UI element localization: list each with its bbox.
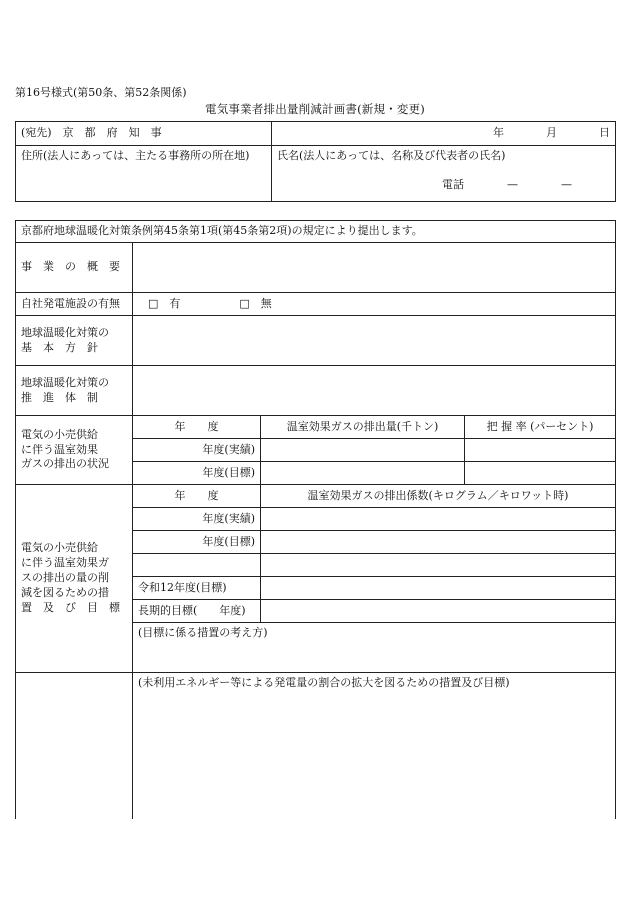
phone-label: 電話	[442, 177, 464, 191]
col-emission-factor-header: 温室効果ガスの排出係数(キログラム／キロワット時)	[261, 485, 616, 508]
reduction-line-5: 置 及 び 目 標	[21, 600, 120, 614]
unused-energy-field[interactable]	[133, 673, 616, 819]
target-measures-text: (目標に係る措置の考え方)	[138, 626, 268, 639]
intro-text: 京都府地球温暖化対策条例第45条第1項(第45条第2項)の規定により提出します。	[21, 224, 423, 238]
phone-separator-2: —	[561, 177, 572, 191]
phone-separator-1: —	[507, 177, 518, 191]
col-grasp-rate-header: 把 握 率 (パーセント)	[465, 416, 616, 439]
grasp-actual-field[interactable]	[465, 439, 616, 462]
grasp-target-field[interactable]	[465, 462, 616, 485]
reduction-line-4: 減を図るための措	[21, 585, 109, 599]
emissions-status-line-3: ガスの排出の状況	[21, 457, 109, 471]
row-actual-label[interactable]: 年度(実績)	[133, 439, 261, 462]
address-label: 住所(法人にあっては、主たる事務所の所在地)	[21, 149, 250, 162]
business-overview-label	[16, 243, 133, 293]
promotion-line-1: 地球温暖化対策の	[21, 375, 109, 389]
plan-table	[15, 220, 616, 819]
power-facility-text: 自社発電施設の有無	[21, 296, 120, 310]
col-emissions-header: 温室効果ガスの排出量(千トン)	[261, 416, 465, 439]
blank-year-field[interactable]	[133, 554, 261, 577]
emissions-status-label	[16, 416, 133, 485]
emissions-status-line-1: 電気の小売供給	[21, 427, 98, 441]
option-no[interactable]: □ 無	[239, 296, 272, 310]
reduction-line-1: 電気の小売供給	[21, 541, 98, 555]
factor-reiwa12-field[interactable]	[261, 577, 616, 600]
day-label: 日	[599, 126, 610, 140]
business-overview-field[interactable]	[133, 243, 616, 293]
name-cell[interactable]	[272, 146, 616, 202]
power-facility-options	[133, 293, 616, 316]
row-target-label[interactable]: 年度(目標)	[133, 462, 261, 485]
row-target2-label[interactable]: 年度(目標)	[133, 531, 261, 554]
business-overview-text: 事 業 の 概 要	[21, 260, 120, 274]
factor-actual-field[interactable]	[261, 508, 616, 531]
factor-longterm-field[interactable]	[261, 600, 616, 623]
promotion-system-field[interactable]	[133, 366, 616, 416]
addressee-label: (宛先) 京 都 府 知 事	[21, 126, 162, 140]
promotion-system-label	[16, 366, 133, 416]
addressee-cell	[16, 122, 272, 146]
basic-policy-label	[16, 316, 133, 366]
month-label: 月	[546, 126, 557, 140]
unused-energy-label	[16, 673, 133, 819]
basic-policy-line-2: 基 本 方 針	[21, 340, 98, 354]
date-cell[interactable]	[272, 122, 616, 146]
form-number: 第16号様式(第50条、第52条関係)	[15, 86, 187, 99]
col-year-header: 年 度	[133, 416, 261, 439]
row-reiwa12-label: 令和12年度(目標)	[133, 577, 261, 600]
phone-row	[277, 178, 610, 193]
basic-policy-field[interactable]	[133, 316, 616, 366]
document-title: 電気事業者排出量削減計画書(新規・変更)	[205, 102, 425, 116]
factor-target-field[interactable]	[261, 531, 616, 554]
reduction-label	[16, 485, 133, 673]
emissions-status-line-2: に伴う温室効果	[21, 442, 98, 456]
name-label: 氏名(法人にあっては、名称及び代表者の氏名)	[277, 149, 506, 162]
reduction-line-3: スの排出の量の削	[21, 571, 109, 585]
basic-policy-line-1: 地球温暖化対策の	[21, 325, 109, 339]
power-facility-label	[16, 293, 133, 316]
emissions-actual-field[interactable]	[261, 439, 465, 462]
promotion-line-2: 推 進 体 制	[21, 390, 98, 404]
factor-blank-field[interactable]	[261, 554, 616, 577]
emissions-target-field[interactable]	[261, 462, 465, 485]
col-year2-header: 年 度	[133, 485, 261, 508]
target-measures-field[interactable]	[133, 623, 616, 673]
year-label: 年	[493, 126, 504, 140]
date-fields	[277, 126, 610, 141]
applicant-table	[15, 121, 616, 202]
reduction-line-2: に伴う温室効果ガ	[21, 556, 109, 570]
option-yes[interactable]: □ 有	[148, 296, 181, 310]
row-actual2-label[interactable]: 年度(実績)	[133, 508, 261, 531]
unused-energy-text: (未利用エネルギー等による発電量の割合の拡大を図るための措置及び目標)	[138, 676, 510, 689]
row-longterm-label[interactable]: 長期的目標( 年度)	[133, 600, 261, 623]
intro-cell	[16, 221, 616, 243]
address-cell[interactable]	[16, 146, 272, 202]
